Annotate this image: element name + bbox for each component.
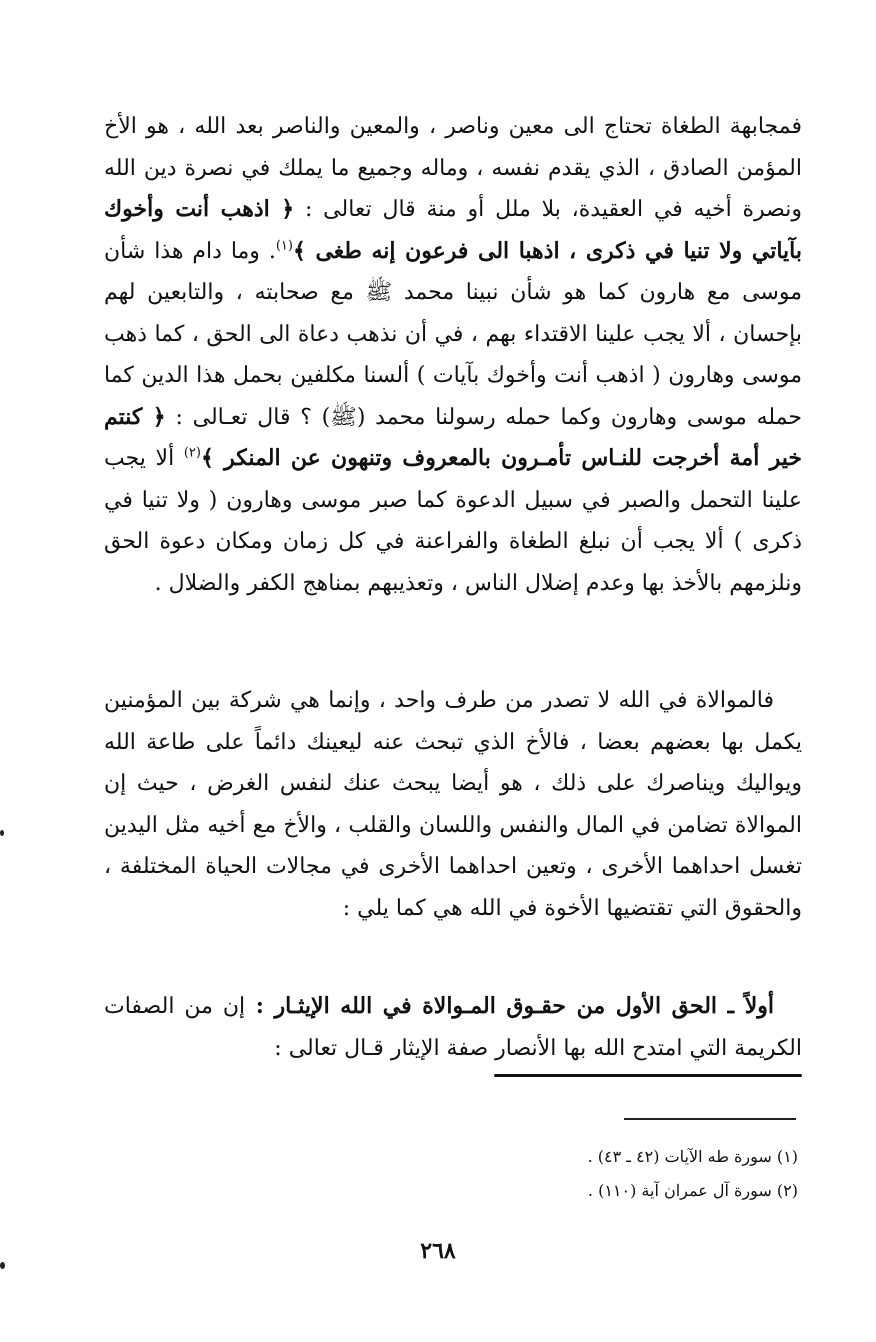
paragraph-1-text-b: . وما دام هذا شأن موسى مع هارون كما هو شأن نبينا محمد ﷺ مع صحابته ، والتابعين لهم بإحسان ، ألا يجب علينا الاقتداء بهم ، في أن نذهب دعاة الى الحق ، كما ذهب موسى وهارون ( اذهب أنت وأخوك بآيات ) ألسنا مكلفين بحمل هذا الدين كما حمله موسى وهارون وكما حمله رسولنا محمد (ﷺ) ؟ قال تعـالى : — [104, 238, 802, 430]
scan-speck — [0, 830, 4, 836]
paragraph-3-text: إن من الصفات الكريمة التي امتدح الله بها الأنصار صفة الإيثار قـال تعالى : — [104, 994, 802, 1061]
paragraph-3 — [104, 986, 802, 1069]
quran-verse-1: ﴿ اذهب أنت وأخوك بآياتي ولا تنيا في ذكرى ، اذهبا الى فرعون إنه طغى ﴾ — [104, 196, 802, 264]
page-number: ٢٦٨ — [420, 1238, 456, 1264]
paragraph-2: فالموالاة في الله لا تصدر من طرف واحد ، وإنما هي شركة بين المؤمنين يكمل بها بعضهم بعضا ، فالأخ الذي تبحث عنه ليعينك دائماً على طاعة الله ويواليك ويناصرك على ذلك ، هو أيضا يبحث عنك لنفس الغرض ، حيث إن الموالاة تضامن في المال والنفس واللسان والقلب ، والأخ مع أخيه مثل اليدين تغسل احداهما الأخرى ، وتعين احداهما الأخرى في مجالات الحياة المختلفة ، والحقوق التي تقتضيها الأخوة في الله هي كما يلي : — [104, 688, 802, 921]
section-heading: أولاً ـ الحق الأول من حقـوق المـوالاة في الله الإيثـار : — [245, 993, 774, 1019]
footnote-2: (٢) سورة آل عمران آية (١١٠) . — [587, 1181, 798, 1200]
handwritten-underline — [494, 1074, 802, 1077]
footnote-1: (١) سورة طه الآيات (٤٢ ـ ٤٣) . — [587, 1147, 798, 1166]
paragraph-1 — [104, 106, 802, 604]
footnotes — [300, 1140, 798, 1208]
scan-speck — [0, 1262, 5, 1269]
paragraph-1-text-c: ألا يجب علينا التحمل والصبر في سبيل الدعوة كما صبر موسى وهارون ( ولا تنيا في ذكرى ) ألا يجب أن نبلغ الطغاة والفراعنة في كل زمان ومكان دعوة الحق ونلزمهم بالأخذ بها وعدم إضلال الناس ، وتعذيبهم بمناهج الكفر والضلال . — [104, 446, 802, 596]
quran-verse-2: ﴿ كنتم خير أمة أخرجت للنـاس تأمـرون بالمعروف وتنهون عن المنكر ﴾ — [104, 403, 802, 471]
footnote-ref-2: (٢) — [183, 445, 201, 461]
paragraph-1-text-a: فمجابهة الطغاة تحتاج الى معين وناصر ، والمعين والناصر بعد الله ، هو الأخ المؤمن الصادق ، الذي يقدم نفسه ، وماله وجميع ما يملك في نصرة دين الله ونصرة أخيه في العقيدة، بلا ملل أو منة قال تعالى : — [104, 114, 802, 222]
footnote-ref-1: (١) — [275, 238, 293, 254]
footnote-divider — [624, 1118, 796, 1120]
